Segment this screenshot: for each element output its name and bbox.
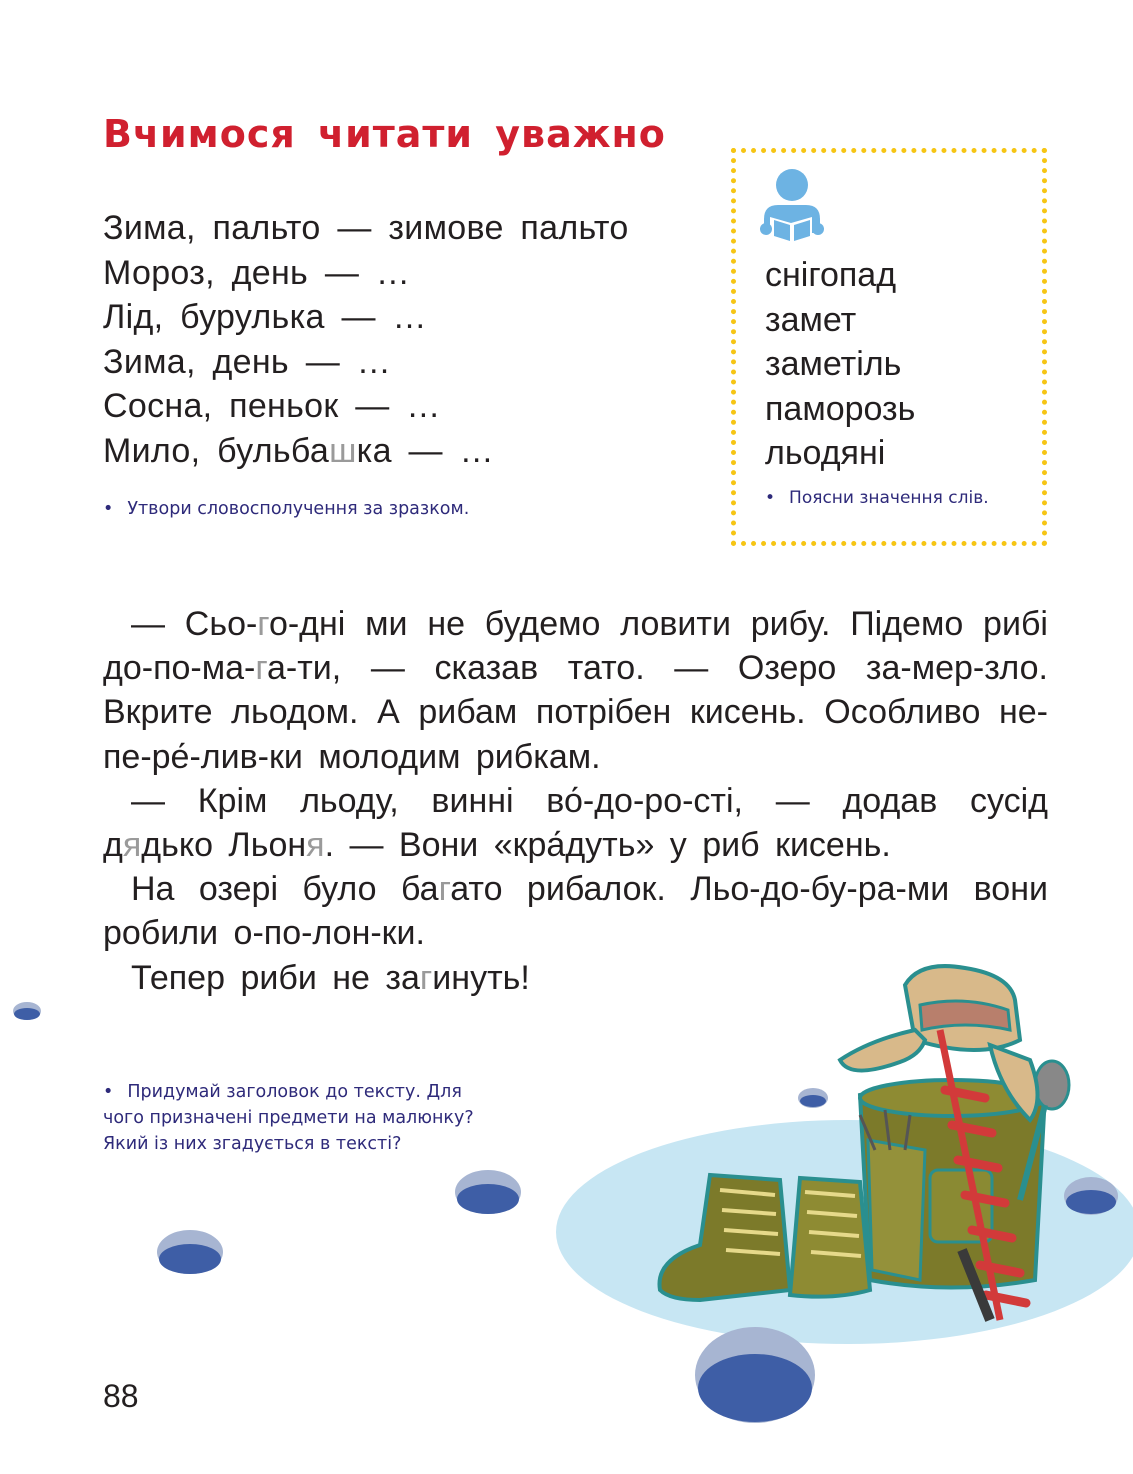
story-paragraph (103, 867, 1048, 955)
bucket (860, 1080, 1045, 1288)
story-text-run: дько Льон (141, 826, 307, 865)
story-text-run: ато рибалок. Льо-до-бу-ра-ми вони робили о-по-лон-ки. (103, 870, 1048, 953)
phrase-text: Мило, бульба (103, 431, 330, 470)
story-text-run: . — Вони «кра́дуть» у риб кисень. (324, 826, 891, 865)
story-paragraph (103, 779, 1048, 867)
task-text: Поясни значення слів. (789, 488, 989, 508)
question-task (103, 1079, 483, 1157)
task-instruction (103, 496, 469, 522)
story-text-run: — Крім льоду, винні во́-до-ро-сті, — додав сусід д (103, 781, 1048, 865)
highlight-letter: я (122, 826, 142, 865)
story-text (103, 602, 1048, 1000)
page-number: 88 (103, 1378, 139, 1414)
story-text-run: На озері було ба (131, 870, 439, 909)
highlight-letter: я (306, 826, 325, 865)
phrase-text: ка — … (356, 431, 494, 470)
story-paragraph (103, 956, 1048, 1000)
phrase-line: Мороз, день — … (103, 253, 411, 292)
story-text-run: о-дні ми не будемо ловити рибу. Підемо рибі до-по-ма- (103, 605, 1048, 688)
vocabulary-word: снігопад (765, 256, 897, 294)
story-text-run: — Сьо- (131, 605, 258, 643)
highlight-letter: г (419, 958, 433, 997)
task-text: Утвори словосполучення за зразком. (127, 499, 470, 519)
phrase-list (103, 206, 629, 473)
highlight-letter: г (257, 605, 269, 643)
phrase-line: Зима, день — … (103, 342, 392, 381)
highlight-letter: г (438, 870, 451, 909)
vocabulary-list (765, 253, 915, 476)
vocabulary-word: льодяні (765, 434, 886, 472)
vocabulary-word: заметіль (765, 345, 902, 383)
bullet-icon: • (103, 1082, 114, 1102)
story-text-run: а-ти, — сказав тато. — Озеро за-мер-зло. Вкрите льодом. А рибам потрібен кисень. Особливо не-пе-ре́-лив-ки молодим рибкам. (103, 649, 1048, 776)
highlight-letter: г (255, 649, 267, 688)
bullet-icon: • (103, 499, 114, 519)
story-paragraph (103, 602, 1048, 779)
story-text-run: Тепер риби не за (131, 958, 420, 997)
phrase-line (103, 429, 629, 474)
task-text: Придумай заголовок до тексту. Для чого призначені предмети на малюнку? Який із них згадується в тексті? (103, 1082, 474, 1154)
highlight-letter: ш (329, 431, 357, 470)
vocabulary-box (731, 148, 1047, 546)
reading-child-icon (756, 167, 826, 243)
page-title: Вчимося читати уважно (103, 112, 666, 156)
vocabulary-task (765, 485, 989, 511)
bullet-icon: • (765, 488, 776, 508)
story-text-run: инуть! (432, 958, 530, 997)
vocabulary-word: паморозь (765, 389, 916, 428)
vocabulary-word: замет (765, 300, 857, 339)
phrase-line: Сосна, пеньок — … (103, 387, 441, 425)
phrase-line: Лід, бурулька — … (103, 298, 427, 336)
phrase-line: Зима, пальто — зимове пальто (103, 209, 629, 247)
